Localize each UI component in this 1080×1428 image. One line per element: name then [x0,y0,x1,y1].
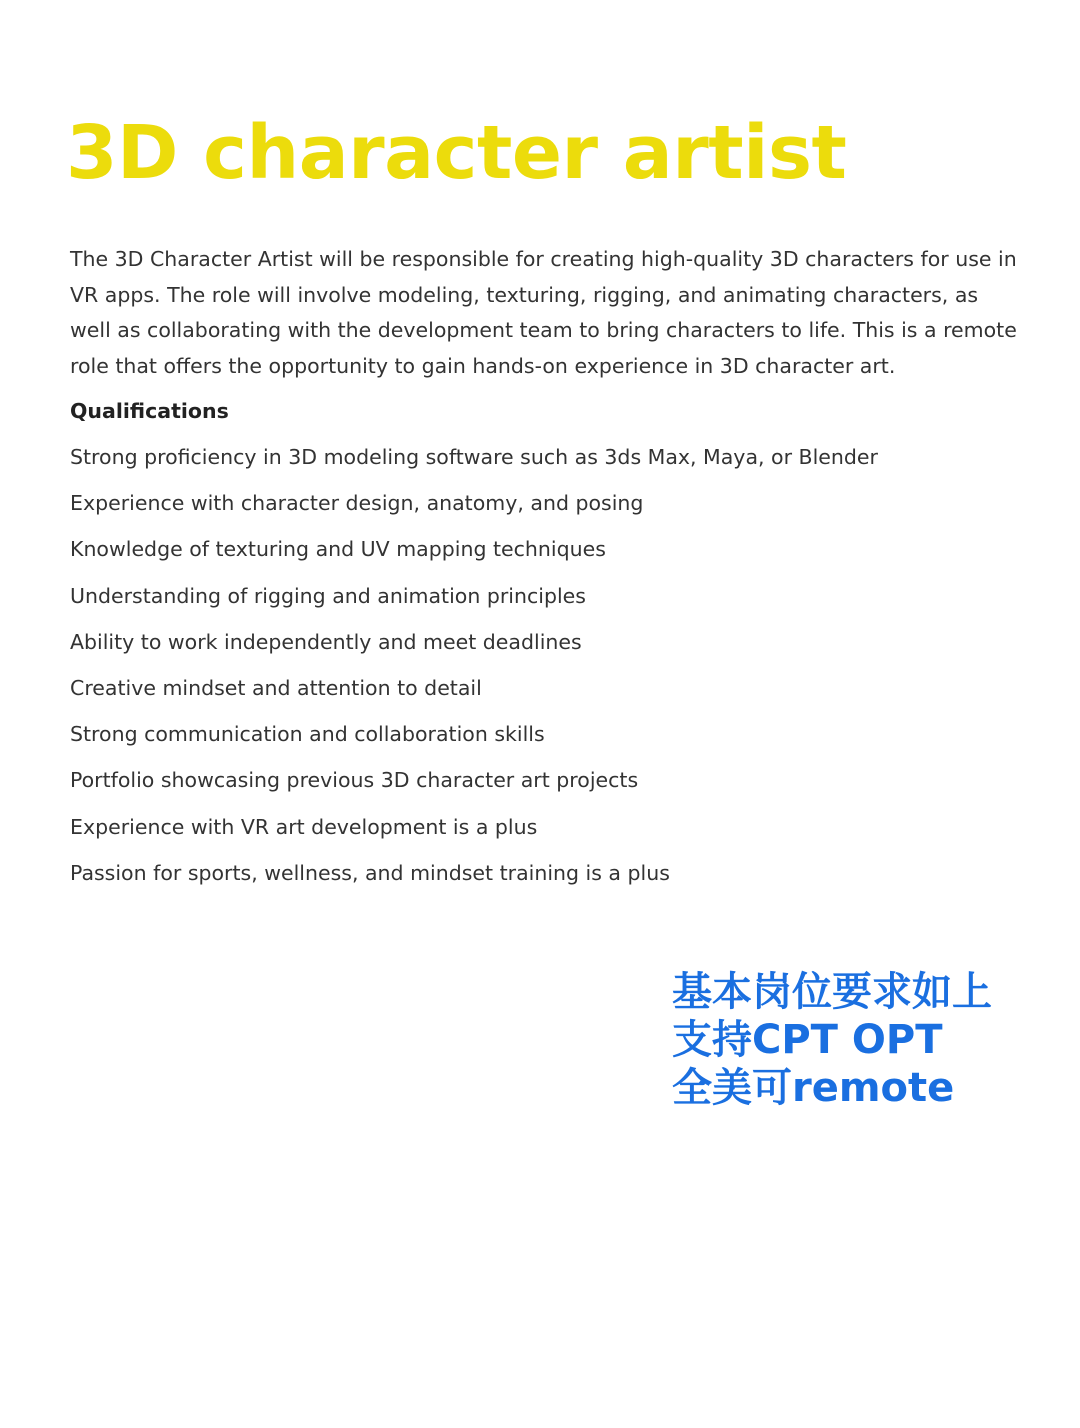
note-line: 全美可remote [672,1065,955,1111]
recruiter-note [672,968,992,1112]
job-description: The 3D Character Artist will be responsible for creating high-quality 3D characters for use in VR apps. The role will involve modeling, texturing, rigging, and animating characters, as well as collaborating with the development team to bring characters to life. This is a remote role that offers the opportunity to gain hands-on experience in 3D character art. [70,247,1017,378]
qualifications-heading: Qualifications [70,399,229,423]
qualification-item: Strong proficiency in 3D modeling software such as 3ds Max, Maya, or Blender [70,445,878,469]
qualifications-list [70,440,878,902]
qualification-item: Creative mindset and attention to detail [70,675,482,700]
qualification-item: Understanding of rigging and animation principles [70,583,586,608]
page-title: 3D character artist [66,110,847,196]
qualification-item: Strong communication and collaboration skills [70,722,545,747]
qualification-item: Ability to work independently and meet deadlines [70,629,582,654]
qualification-item: Experience with VR art development is a plus [70,814,538,839]
qualification-item: Knowledge of texturing and UV mapping techniques [70,537,606,562]
note-line: 基本岗位要求如上 [672,969,992,1015]
qualification-item: Portfolio showcasing previous 3D character art projects [70,768,639,793]
qualification-item: Experience with character design, anatomy, and posing [70,491,644,516]
note-line: 支持CPT OPT [672,1017,943,1063]
qualification-item: Passion for sports, wellness, and mindset training is a plus [70,860,670,885]
